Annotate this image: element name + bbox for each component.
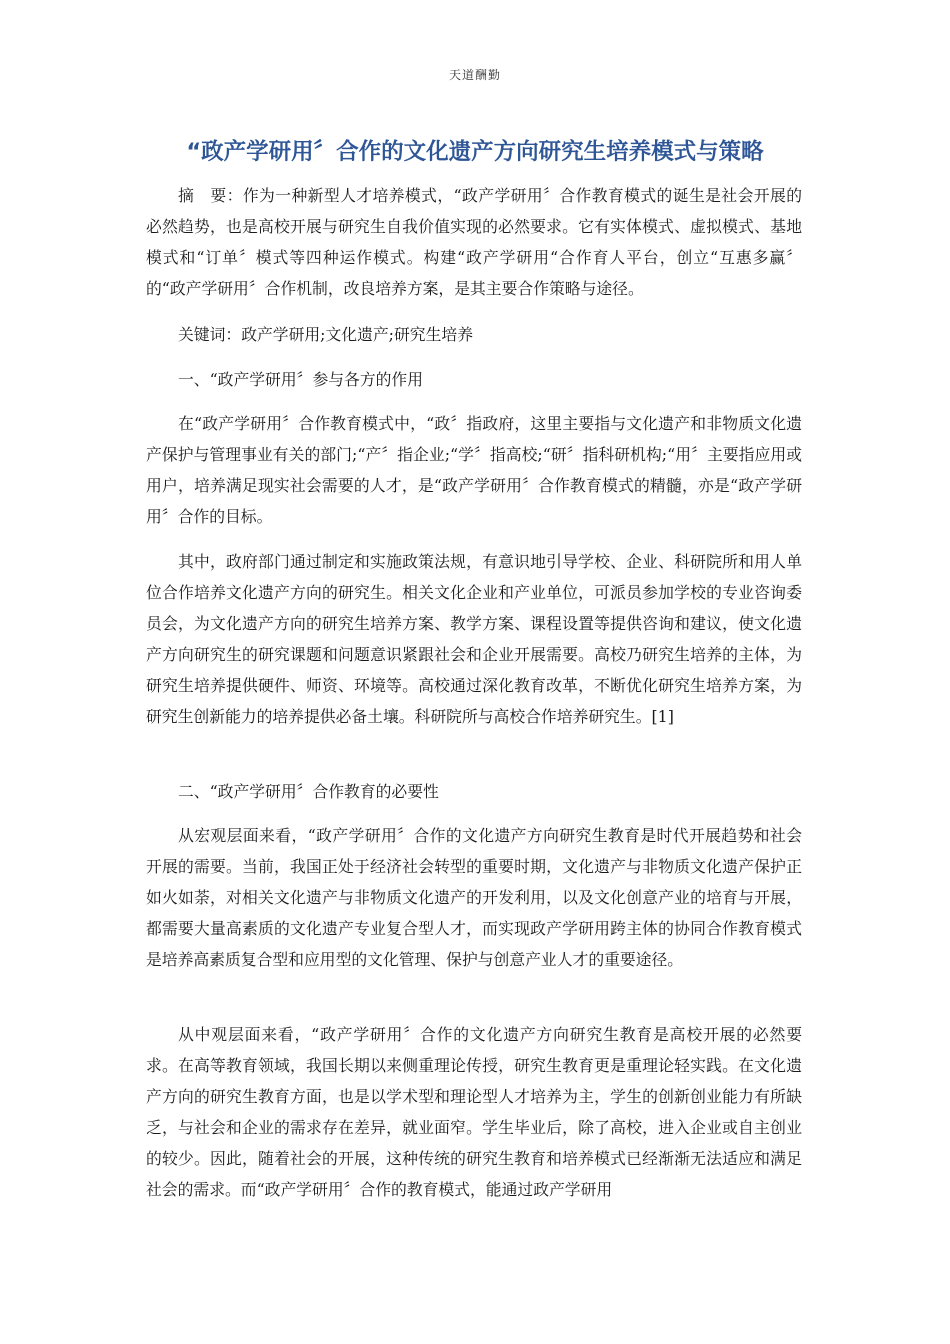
section-heading-1: 一、“政产学研用〞参与各方的作用 xyxy=(178,370,424,389)
section2-paragraph-2: 从中观层面来看，“政产学研用〞合作的文化遗产方向研究生教育是高校开展的必然要求。在高等教育领域，我国长期以来侧重理论传授，研究生教育更是重理论轻实践。在文化遗产方向的研究生教育方面，也是以学术型和理论型人才培养为主，学生的创新创业能力有所缺乏，与社会和企业的需求存在差异，就业面窄。学生毕业后，除了高校，进入企业或自主创业的较少。因此，随着社会的开展，这种传统的研究生教育和培养模式已经渐渐无法适应和满足社会的需求。而“政产学研用〞合作的教育模式，能通过政产学研用 xyxy=(146,1025,802,1199)
abstract-paragraph: 摘 要：作为一种新型人才培养模式，“政产学研用〞合作教育模式的诞生是社会开展的必然趋势，也是高校开展与研究生自我价值实现的必然要求。它有实体模式、虚拟模式、基地模式和“订单〞模式等四种运作模式。构建“政产学研用“合作育人平台，创立“互惠多赢〞的“政产学研用〞合作机制，改良培养方案，是其主要合作策略与途径。 xyxy=(146,186,802,298)
section-heading-2: 二、“政产学研用〞合作教育的必要性 xyxy=(178,782,439,801)
keywords-line: 关键词：政产学研用;文化遗产;研究生培养 xyxy=(178,325,473,344)
section1-paragraph-1: 在“政产学研用〞合作教育模式中，“政〞指政府，这里主要指与文化遗产和非物质文化遗产保护与管理事业有关的部门;“产〞指企业;“学〞指高校;“研〞指科研机构;“用〞主要指应用或用户，培养满足现实社会需要的人才，是“政产学研用〞合作教育模式的精髓，亦是“政产学研用〞合作的目标。 xyxy=(146,414,802,526)
header-mark: 天道酬勤 xyxy=(448,68,501,82)
page-title: “政产学研用〞合作的文化遗产方向研究生培养模式与策略 xyxy=(186,139,764,165)
section2-paragraph-1: 从宏观层面来看，“政产学研用〞合作的文化遗产方向研究生教育是时代开展趋势和社会开展的需要。当前，我国正处于经济社会转型的重要时期，文化遗产与非物质文化遗产保护正如火如荼，对相关文化遗产与非物质文化遗产的开发利用，以及文化创意产业的培育与开展，都需要大量高素质的文化遗产专业复合型人才，而实现政产学研用跨主体的协同合作教育模式是培养高素质复合型和应用型的文化管理、保护与创意产业人才的重要途径。 xyxy=(146,826,802,969)
section1-paragraph-2: 其中，政府部门通过制定和实施政策法规，有意识地引导学校、企业、科研院所和用人单位合作培养文化遗产方向的研究生。相关文化企业和产业单位，可派员参加学校的专业咨询委员会，为文化遗产方向的研究生培养方案、教学方案、课程设置等提供咨询和建议，使文化遗产方向研究生的研究课题和问题意识紧跟社会和企业开展需要。高校乃研究生培养的主体，为研究生培养提供硬件、师资、环境等。高校通过深化教育改革，不断优化研究生培养方案，为研究生创新能力的培养提供必备土壤。科研院所与高校合作培养研究生。[1] xyxy=(146,552,802,726)
